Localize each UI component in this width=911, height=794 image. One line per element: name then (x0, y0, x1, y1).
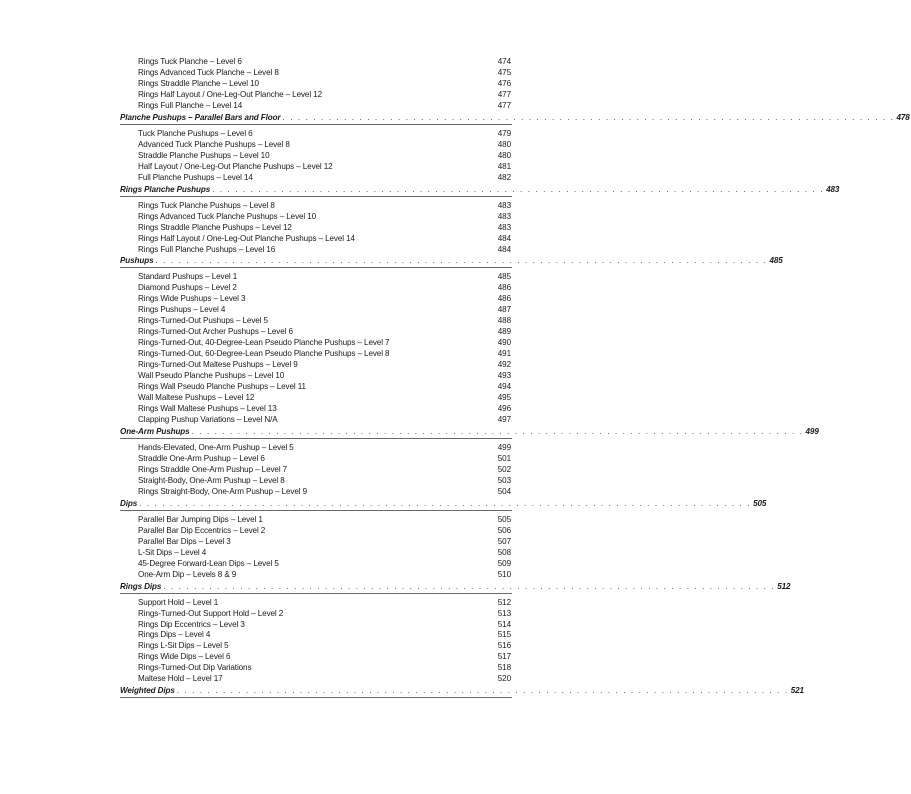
table-of-contents (120, 57, 910, 702)
toc-entry-row (120, 652, 512, 663)
dot-leader: . . . . . . . . . . . . . . . . . . . . . . . . . . . . . . . . . . . . . . . . . . . . . . . . . . . . . . . . . . . . . . . . . . . . . . . . . . . . . . . . (176, 686, 789, 696)
toc-entry-row (120, 537, 512, 548)
toc-section-title: Rings Dips (120, 581, 162, 591)
page-number: 521 (790, 686, 804, 696)
page-number: 476 (497, 78, 511, 88)
toc-section-row (120, 427, 819, 439)
toc-entry-row (120, 570, 512, 581)
toc-entry-title: Wall Maltese Pushups – Level 12 (138, 393, 255, 403)
toc-entry-row (120, 630, 512, 641)
toc-entry-row (120, 316, 512, 327)
dot-leader: . . . . . . . . . . . . . . . . . . . . . . . . . . . . . . . . . . . . . . . . . . . . . . . . . . . . . . . . . . . . . . . . . . . . . . . . . . . . . . . . (191, 427, 804, 436)
toc-entry-row (120, 526, 512, 537)
toc-section-row (120, 256, 783, 268)
toc-entry-row (120, 548, 512, 559)
toc-entry-row (120, 245, 512, 256)
page-number: 486 (497, 283, 511, 293)
toc-entry-title: Parallel Bar Dip Eccentrics – Level 2 (138, 525, 266, 535)
page-number: 516 (497, 641, 511, 651)
page-number: 487 (497, 305, 511, 315)
toc-entry-title: Support Hold – Level 1 (138, 597, 219, 607)
toc-entry-title: Rings Dips – Level 4 (138, 630, 211, 640)
toc-entry-row (120, 360, 512, 371)
toc-entry-row (120, 465, 512, 476)
toc-entry-row (120, 404, 512, 415)
page-number: 489 (497, 327, 511, 337)
toc-entry-row (120, 140, 512, 151)
toc-entry-title: Rings Wide Pushups – Level 3 (138, 294, 246, 304)
dot-leader: . . . . . . . . . . . . . . . . . . . . . . . . . . . . . . . . . . . . . . . . . . . . . . . . . . . . . . . . . . . . . . . . . . . . . . . . . . . . . . . . (163, 581, 776, 591)
page-number: 493 (497, 371, 511, 381)
page-number: 499 (497, 442, 511, 452)
toc-entry-title: Rings Advanced Tuck Planche Pushups – Level 10 (138, 211, 317, 221)
toc-section-title: Planche Pushups – Parallel Bars and Floor (120, 112, 281, 122)
toc-entry-title: Rings-Turned-Out Maltese Pushups – Level 9 (138, 360, 298, 370)
page-number: 506 (497, 525, 511, 535)
page-number: 483 (826, 184, 840, 194)
toc-entry-row (120, 515, 512, 526)
toc-entry-title: L-Sit Dips – Level 4 (138, 547, 207, 557)
toc-entry-title: Full Planche Pushups – Level 14 (138, 172, 253, 182)
toc-entry-title: One-Arm Dip – Levels 8 & 9 (138, 569, 237, 579)
page-number: 496 (497, 404, 511, 414)
toc-entry-title: Rings-Turned-Out, 40-Degree-Lean Pseudo Planche Pushups – Level 7 (138, 338, 390, 348)
toc-entry-row (120, 90, 512, 101)
toc-entry-title: Advanced Tuck Planche Pushups – Level 8 (138, 139, 290, 149)
page-number: 485 (497, 272, 511, 282)
toc-entry-title: Straddle Planche Pushups – Level 10 (138, 150, 270, 160)
dot-leader: . . . . . . . . . . . . . . . . . . . . . . . . . . . . . . . . . . . . . . . . . . . . . . . . . . . . . . . . . . . . . . . . . . . . . . . . . . . . . . . . (139, 498, 752, 508)
toc-entry-title: Rings Advanced Tuck Planche – Level 8 (138, 67, 279, 77)
page-number: 517 (497, 652, 511, 662)
toc-entry-title: Diamond Pushups – Level 2 (138, 283, 237, 293)
toc-entry-row (120, 68, 512, 79)
page-number: 509 (497, 558, 511, 568)
page-number: 483 (497, 211, 511, 221)
toc-entry-title: Rings-Turned-Out Support Hold – Level 2 (138, 608, 284, 618)
toc-entry-row (120, 79, 512, 90)
toc-entry-title: Rings Straight-Body, One-Arm Pushup – Level 9 (138, 486, 308, 496)
page-number: 520 (497, 674, 511, 684)
page-number: 494 (497, 382, 511, 392)
page-number: 475 (497, 67, 511, 77)
page-number: 482 (497, 172, 511, 182)
toc-entry-row (120, 283, 512, 294)
page-number: 505 (753, 498, 767, 508)
toc-entry-row (120, 674, 512, 685)
toc-section-row (120, 581, 791, 594)
dot-leader: . . . . . . . . . . . . . . . . . . . . . . . . . . . . . . . . . . . . . . . . . . . . . . . . . . . . . . . . . . . . . . . . . . . . . . . . . . . . . . . . (212, 184, 825, 194)
toc-entry-row (120, 201, 512, 212)
toc-entry-row (120, 305, 512, 316)
toc-entry-row (120, 609, 512, 620)
page-number: 488 (497, 316, 511, 326)
toc-entry-row (120, 234, 512, 245)
toc-entry-row (120, 349, 512, 360)
toc-entry-title: Rings Tuck Planche – Level 6 (138, 57, 242, 66)
dot-leader: . . . . . . . . . . . . . . . . . . . . . . . . . . . . . . . . . . . . . . . . . . . . . . . . . . . . . . . . . . . . . . . . . . . . . . . . . . . . . . . . (155, 256, 768, 266)
page-number: 481 (497, 161, 511, 171)
toc-entry-row (120, 415, 512, 426)
toc-entry-title: Rings-Turned-Out Dip Variations (138, 663, 252, 673)
toc-entry-row (120, 162, 512, 173)
page-number: 491 (497, 349, 511, 359)
page-number: 501 (497, 453, 511, 463)
page-number: 510 (497, 569, 511, 579)
dot-leader: . . . . . . . . . . . . . . . . . . . . . . . . . . . . . . . . . . . . . . . . . . . . . . . . . . . . . . . . . . . . . . . . . . . . . . . . . . . . . . . . (282, 112, 895, 122)
toc-entry-row (120, 101, 512, 112)
toc-section-row (120, 686, 804, 698)
page-number: 513 (497, 608, 511, 618)
toc-entry-title: Hands-Elevated, One-Arm Pushup – Level 5 (138, 442, 294, 452)
toc-entry-title: Clapping Pushup Variations – Level N/A (138, 415, 278, 425)
page-number: 474 (497, 57, 511, 66)
page-number: 505 (497, 514, 511, 524)
page-number: 518 (497, 663, 511, 673)
toc-entry-row (120, 382, 512, 393)
toc-entry-row (120, 57, 512, 68)
toc-section-title: Rings Planche Pushups (120, 184, 211, 194)
page-number: 480 (497, 139, 511, 149)
toc-entry-title: Rings Straddle One-Arm Pushup – Level 7 (138, 464, 288, 474)
page-number: 502 (497, 464, 511, 474)
page-number: 478 (896, 112, 910, 122)
toc-entry-row (120, 338, 512, 349)
page-number: 477 (497, 100, 511, 110)
page-number: 477 (497, 89, 511, 99)
toc-section-title: Dips (120, 498, 138, 508)
toc-entry-title: Rings-Turned-Out Pushups – Level 5 (138, 316, 268, 326)
toc-entry-title: Rings Tuck Planche Pushups – Level 8 (138, 200, 275, 210)
page-number: 483 (497, 200, 511, 210)
toc-entry-title: Rings Wide Dips – Level 6 (138, 652, 231, 662)
toc-entry-title: Rings Full Planche – Level 14 (138, 100, 243, 110)
page-number: 483 (497, 222, 511, 232)
page-number: 499 (805, 427, 819, 436)
page-number: 480 (497, 150, 511, 160)
toc-entry-row (120, 212, 512, 223)
page-number: 492 (497, 360, 511, 370)
page-number: 497 (497, 415, 511, 425)
page-number: 484 (497, 233, 511, 243)
toc-entry-row (120, 151, 512, 162)
toc-entry-title: Parallel Bar Jumping Dips – Level 1 (138, 514, 263, 524)
toc-entry-row (120, 393, 512, 404)
page-number: 515 (497, 630, 511, 640)
toc-section-title: Weighted Dips (120, 686, 175, 696)
toc-entry-title: Tuck Planche Pushups – Level 6 (138, 128, 253, 138)
toc-entry-row (120, 487, 512, 498)
toc-entry-row (120, 371, 512, 382)
toc-section-row (120, 184, 840, 197)
page-number: 503 (497, 475, 511, 485)
page-number: 504 (497, 486, 511, 496)
toc-section-row (120, 112, 910, 125)
toc-section-title: Pushups (120, 256, 154, 266)
page-number: 484 (497, 244, 511, 254)
page-number: 514 (497, 619, 511, 629)
page-number: 507 (497, 536, 511, 546)
toc-entry-title: Rings Wall Pseudo Planche Pushups – Level 11 (138, 382, 306, 392)
page-number: 485 (769, 256, 783, 266)
page-number: 495 (497, 393, 511, 403)
toc-entry-title: Rings Pushups – Level 4 (138, 305, 226, 315)
toc-entry-title: Straddle One-Arm Pushup – Level 6 (138, 453, 265, 463)
toc-entry-row (120, 443, 512, 454)
toc-entry-title: Rings-Turned-Out Archer Pushups – Level 6 (138, 327, 293, 337)
page-number: 486 (497, 294, 511, 304)
toc-entry-title: Rings Dip Eccentrics – Level 3 (138, 619, 245, 629)
toc-entry-title: Rings Wall Maltese Pushups – Level 13 (138, 404, 277, 414)
toc-entry-title: Rings Full Planche Pushups – Level 16 (138, 244, 276, 254)
toc-entry-title: Wall Pseudo Planche Pushups – Level 10 (138, 371, 285, 381)
toc-entry-title: Rings Half Layout / One-Leg-Out Planche Pushups – Level 14 (138, 233, 355, 243)
toc-entry-row (120, 294, 512, 305)
page-number: 479 (497, 128, 511, 138)
toc-entry-row (120, 641, 512, 652)
toc-entry-title: Maltese Hold – Level 17 (138, 674, 223, 684)
toc-entry-title: Standard Pushups – Level 1 (138, 272, 238, 282)
page-number: 512 (777, 581, 791, 591)
toc-entry-title: Rings-Turned-Out, 60-Degree-Lean Pseudo Planche Pushups – Level 8 (138, 349, 390, 359)
toc-entry-title: Rings L-Sit Dips – Level 5 (138, 641, 229, 651)
page-number: 490 (497, 338, 511, 348)
toc-entry-title: Half Layout / One-Leg-Out Planche Pushups – Level 12 (138, 161, 333, 171)
toc-entry-row (120, 223, 512, 234)
toc-entry-row (120, 272, 512, 283)
toc-entry-row (120, 129, 512, 140)
toc-entry-row (120, 663, 512, 674)
toc-entry-title: Rings Half Layout / One-Leg-Out Planche – Level 12 (138, 89, 322, 99)
toc-entry-title: Parallel Bar Dips – Level 3 (138, 536, 231, 546)
page-number: 508 (497, 547, 511, 557)
page-number: 512 (497, 597, 511, 607)
toc-entry-title: Rings Straddle Planche – Level 10 (138, 78, 259, 88)
toc-entry-row (120, 327, 512, 338)
toc-entry-row (120, 476, 512, 487)
toc-entry-row (120, 620, 512, 631)
toc-entry-row (120, 454, 512, 465)
toc-section-title: One-Arm Pushups (120, 427, 190, 436)
toc-section-row (120, 498, 767, 511)
toc-entry-title: 45-Degree Forward-Lean Dips – Level 5 (138, 558, 279, 568)
toc-entry-row (120, 559, 512, 570)
toc-entry-row (120, 173, 512, 184)
toc-entry-row (120, 598, 512, 609)
toc-entry-title: Straight-Body, One-Arm Pushup – Level 8 (138, 475, 285, 485)
toc-entry-title: Rings Straddle Planche Pushups – Level 12 (138, 222, 292, 232)
